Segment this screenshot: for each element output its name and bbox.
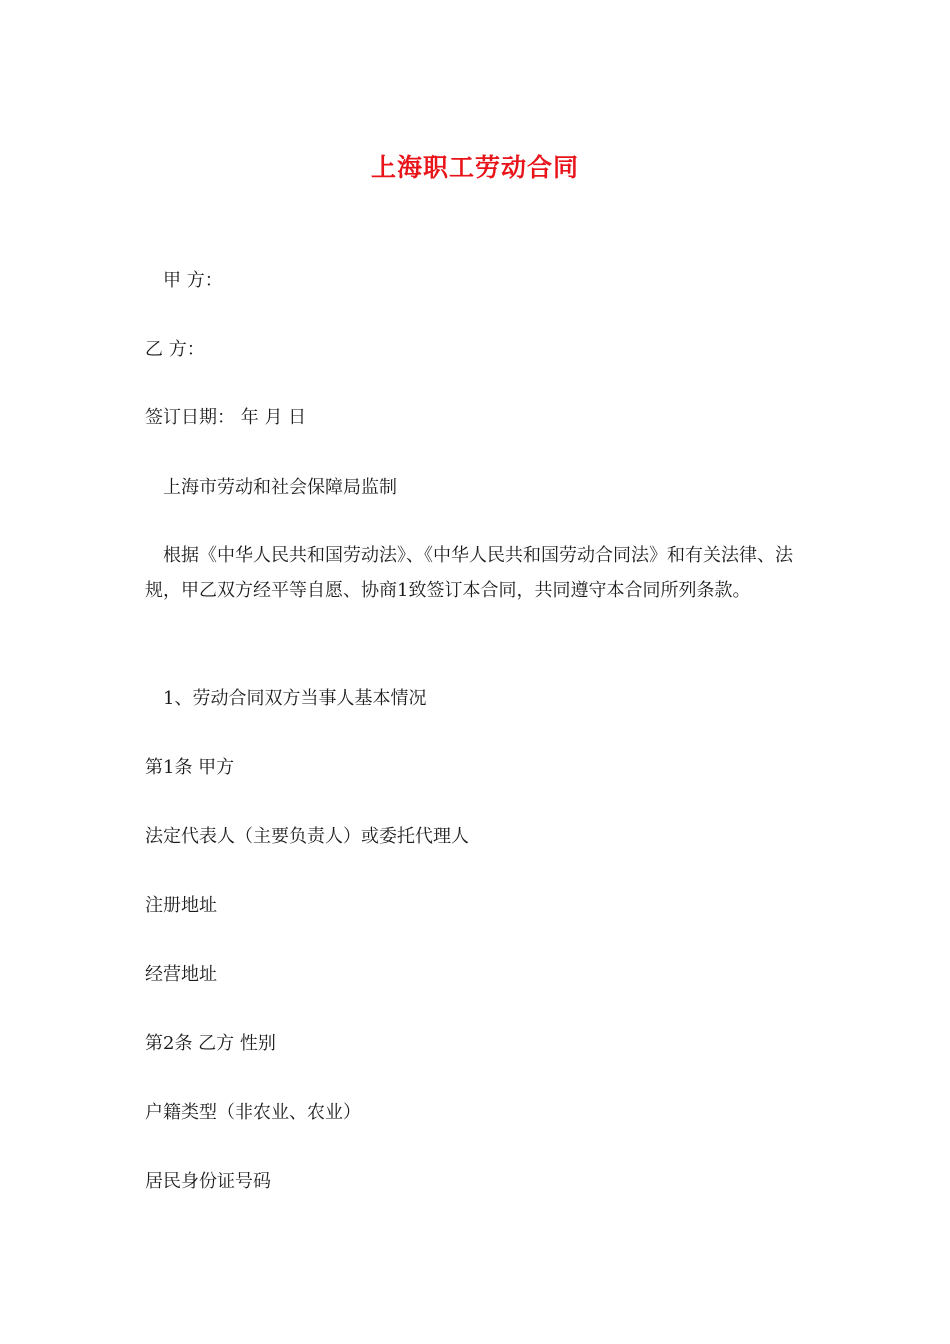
household-type: 户籍类型（非农业、农业） [145, 1102, 361, 1123]
article-1: 第1条 甲方 [145, 757, 235, 778]
party-b-label: 乙 方： [145, 339, 205, 360]
sign-date: 签订日期： 年 月 日 [145, 407, 307, 428]
id-number: 居民身份证号码 [145, 1171, 271, 1192]
business-address: 经营地址 [145, 964, 217, 985]
supervisor-text: 上海市劳动和社会保障局监制 [163, 477, 397, 498]
registered-address: 注册地址 [145, 895, 217, 916]
section-1-heading: 1、劳动合同双方当事人基本情况 [163, 688, 427, 709]
party-a-label: 甲 方： [163, 270, 223, 291]
document-title: 上海职工劳动合同 [370, 153, 579, 182]
legal-representative: 法定代表人（主要负责人）或委托代理人 [145, 826, 469, 847]
article-2: 第2条 乙方 性别 [145, 1033, 276, 1054]
preamble-paragraph: 根据《中华人民共和国劳动法》、《中华人民共和国劳动合同法》和有关法律、法规，甲乙双方经平等自愿、协商1致签订本合同，共同遵守本合同所列条款。 [145, 545, 793, 601]
